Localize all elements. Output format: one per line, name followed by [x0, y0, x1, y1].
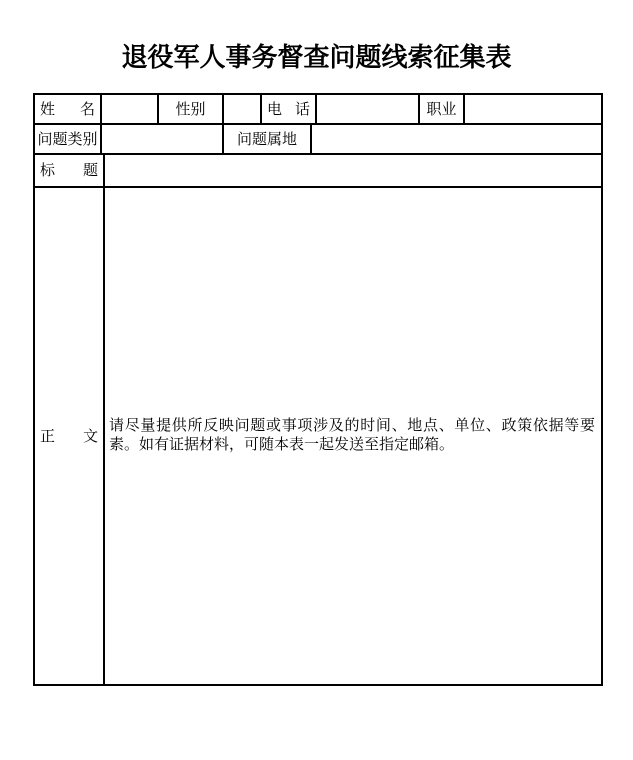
- row-body: [35, 188, 601, 684]
- category-field[interactable]: [102, 125, 224, 153]
- phone-field[interactable]: [317, 95, 420, 123]
- location-label: [224, 125, 312, 153]
- occupation-label: [420, 95, 465, 123]
- name-field[interactable]: [102, 95, 159, 123]
- gender-label-text: 性别: [175, 100, 206, 118]
- row-personal-info: [35, 95, 601, 125]
- gender-label: [159, 95, 224, 123]
- body-field[interactable]: [105, 188, 601, 684]
- location-field[interactable]: [312, 125, 601, 153]
- row-problem-info: [35, 125, 601, 155]
- row-subject: [35, 155, 601, 188]
- name-label: [35, 95, 102, 123]
- name-label-text: 姓名: [40, 100, 95, 118]
- subject-field[interactable]: [105, 155, 601, 186]
- subject-label: [35, 155, 105, 186]
- occupation-field[interactable]: [465, 95, 601, 123]
- category-label-text: 问题类别: [37, 130, 98, 148]
- form-table: [33, 93, 603, 686]
- gender-field[interactable]: [224, 95, 262, 123]
- category-label: [35, 125, 102, 153]
- phone-label-text: 电话: [267, 100, 310, 118]
- phone-label: [262, 95, 317, 123]
- form-title: 退役军人事务督查问题线索征集表: [121, 43, 512, 72]
- body-label-text: 正文: [40, 427, 98, 445]
- body-instructions-line-1: 请尽量提供所反映问题或事项涉及的时间、地点、单位、政策依据等要: [109, 418, 595, 434]
- body-instructions-line-2: 素。如有证据材料，可随本表一起发送至指定邮箱。: [109, 437, 455, 453]
- occupation-label-text: 职业: [426, 100, 457, 118]
- subject-label-text: 标题: [40, 162, 98, 179]
- body-label: [35, 188, 105, 684]
- location-label-text: 问题属地: [236, 130, 297, 148]
